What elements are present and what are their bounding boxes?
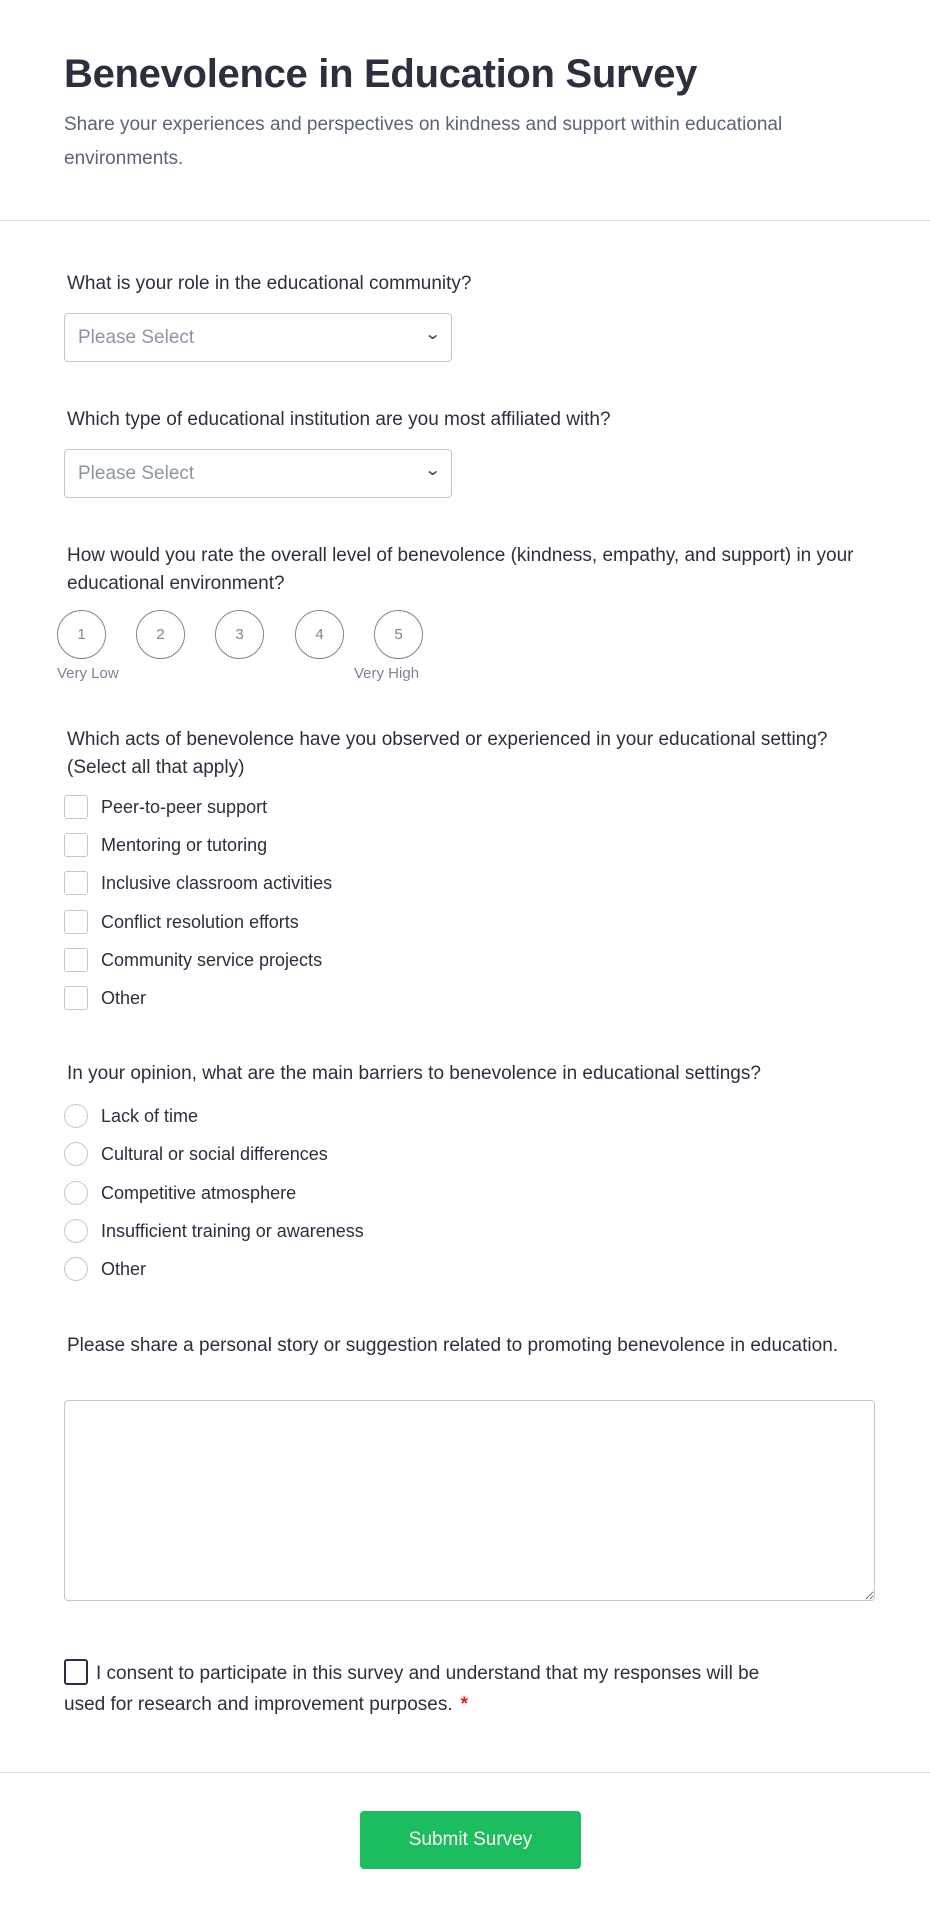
option-label: Peer-to-peer support bbox=[101, 796, 268, 817]
checkbox[interactable] bbox=[64, 948, 88, 972]
footer-divider bbox=[0, 1772, 930, 1773]
role-question-label: What is your role in the educational community? bbox=[67, 273, 472, 294]
story-question-label: Please share a personal story or suggestion related to promoting benevolence in education. bbox=[67, 1335, 839, 1356]
radio[interactable] bbox=[64, 1181, 88, 1205]
rating-option-5[interactable]: 5 bbox=[374, 610, 423, 659]
institution-question-label: Which type of educational institution are you most affiliated with? bbox=[67, 409, 611, 430]
barriers-question-label: In your opinion, what are the main barriers to benevolence in educational settings? bbox=[67, 1063, 761, 1084]
option-label: Insufficient training or awareness bbox=[101, 1220, 364, 1241]
checkbox[interactable] bbox=[64, 910, 88, 934]
option-label: Other bbox=[101, 1258, 147, 1279]
option-label: Community service projects bbox=[101, 949, 323, 970]
option-label: Cultural or social differences bbox=[101, 1143, 328, 1164]
acts-option[interactable] bbox=[64, 985, 146, 1011]
rating-option-4[interactable]: 4 bbox=[295, 610, 344, 659]
radio[interactable] bbox=[64, 1219, 88, 1243]
rating-option-2[interactable]: 2 bbox=[136, 610, 185, 659]
rating-option-1[interactable]: 1 bbox=[57, 610, 106, 659]
checkbox[interactable] bbox=[64, 986, 88, 1010]
consent-label: I consent to participate in this survey and understand that my responses will be used for research and improvement purposes. bbox=[64, 1663, 760, 1715]
checkbox[interactable] bbox=[64, 833, 88, 857]
barriers-option[interactable] bbox=[64, 1141, 328, 1167]
barriers-option[interactable] bbox=[64, 1180, 296, 1206]
barriers-option[interactable] bbox=[64, 1103, 198, 1129]
acts-option[interactable] bbox=[64, 832, 267, 858]
rating-high-label: Very High bbox=[354, 665, 420, 682]
radio[interactable] bbox=[64, 1257, 88, 1281]
acts-option[interactable] bbox=[64, 947, 322, 973]
option-label: Competitive atmosphere bbox=[101, 1182, 297, 1203]
option-label: Conflict resolution efforts bbox=[101, 911, 299, 932]
header-divider bbox=[0, 220, 930, 221]
role-select[interactable] bbox=[64, 313, 452, 362]
chevron-down-icon: ⌄ bbox=[423, 326, 442, 343]
checkbox[interactable] bbox=[64, 795, 88, 819]
institution-select-placeholder: Please Select bbox=[78, 463, 195, 484]
option-label: Other bbox=[101, 987, 147, 1008]
consent-field bbox=[64, 1658, 804, 1720]
rating-option-3[interactable]: 3 bbox=[215, 610, 264, 659]
option-label: Mentoring or tutoring bbox=[101, 834, 268, 855]
barriers-option[interactable] bbox=[64, 1256, 146, 1282]
required-marker: * bbox=[460, 1694, 469, 1715]
rating-question-label: How would you rate the overall level of benevolence (kindness, empathy, and support) in your educational environment? bbox=[67, 545, 854, 594]
option-label: Lack of time bbox=[101, 1105, 199, 1126]
chevron-down-icon: ⌄ bbox=[423, 462, 442, 479]
checkbox[interactable] bbox=[64, 871, 88, 895]
acts-option[interactable] bbox=[64, 909, 299, 935]
consent-checkbox[interactable] bbox=[64, 1659, 88, 1685]
page-subtitle: Share your experiences and perspectives on kindness and support within educational environments. bbox=[64, 114, 783, 169]
radio[interactable] bbox=[64, 1104, 88, 1128]
institution-select[interactable] bbox=[64, 449, 452, 498]
submit-survey-button[interactable]: Submit Survey bbox=[360, 1811, 581, 1869]
barriers-option[interactable] bbox=[64, 1218, 364, 1244]
rating-low-label: Very Low bbox=[57, 665, 119, 682]
option-label: Inclusive classroom activities bbox=[101, 872, 333, 893]
acts-option[interactable] bbox=[64, 794, 267, 820]
story-textarea[interactable] bbox=[64, 1400, 875, 1601]
acts-option[interactable] bbox=[64, 870, 332, 896]
page-title: Benevolence in Education Survey bbox=[64, 52, 698, 96]
radio[interactable] bbox=[64, 1142, 88, 1166]
role-select-placeholder: Please Select bbox=[78, 327, 195, 348]
acts-question-label: Which acts of benevolence have you observed or experienced in your educational setting? (Select all that apply) bbox=[67, 729, 828, 778]
